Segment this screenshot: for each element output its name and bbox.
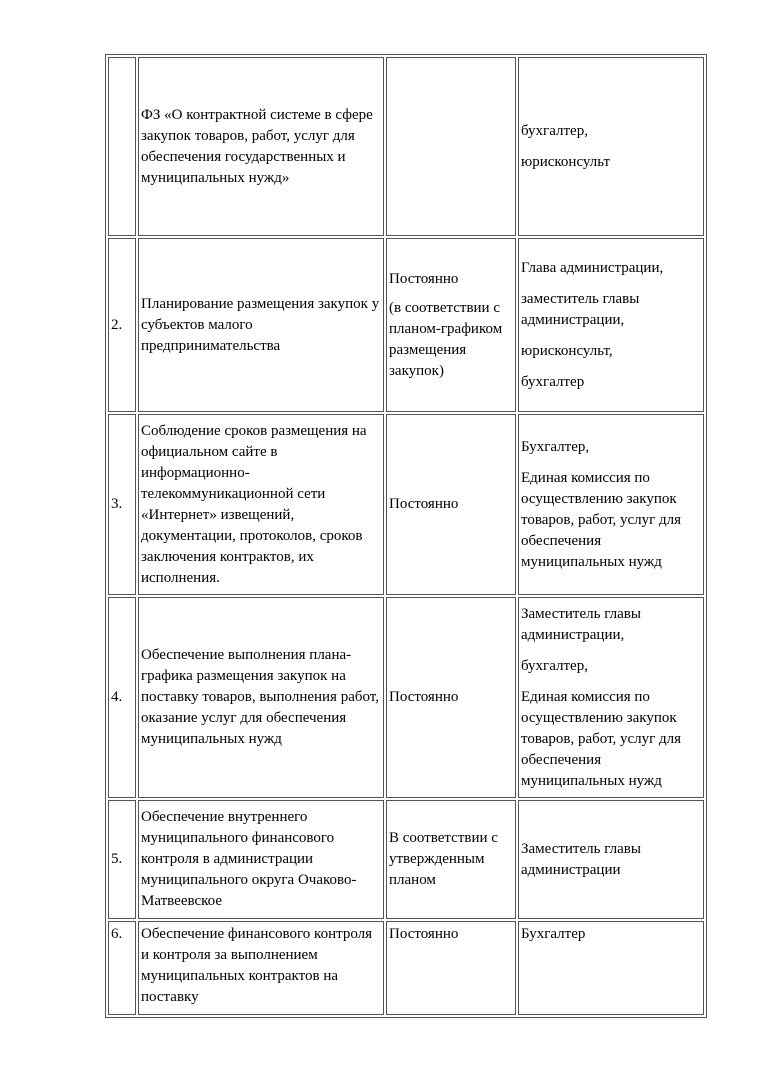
responsible-item: Заместитель главы администрации, bbox=[521, 605, 641, 643]
table-row bbox=[108, 57, 704, 236]
row-number: 5. bbox=[108, 800, 136, 919]
table-row bbox=[108, 800, 704, 919]
responsible-item: Единая комиссия по осуществлению закупок товаров, работ, услуг для обеспечения муниципальных нужд bbox=[521, 688, 682, 789]
responsible-item: заместитель главы администрации, bbox=[521, 290, 640, 328]
table-row bbox=[108, 597, 704, 798]
responsible-item: Бухгалтер bbox=[521, 926, 586, 942]
responsible-cell bbox=[518, 414, 704, 595]
table-row bbox=[108, 414, 704, 595]
task-description: ФЗ «О контрактной системе в сфере закупок товаров, работ, услуг для обеспечения государственных и муниципальных нужд» bbox=[138, 57, 384, 236]
table-row bbox=[108, 921, 704, 1015]
responsible-item: Бухгалтер, bbox=[521, 438, 590, 455]
row-number: 3. bbox=[108, 414, 136, 595]
term-cell bbox=[386, 800, 516, 919]
term-cell bbox=[386, 57, 516, 236]
responsible-item: бухгалтер bbox=[521, 373, 585, 390]
term-text: Постоянно bbox=[389, 926, 459, 942]
term-text: Постоянно bbox=[389, 496, 459, 512]
term-text: В соответствии с утвержденным планом bbox=[389, 830, 498, 888]
responsible-item: юрисконсульт, bbox=[521, 342, 613, 359]
responsible-cell bbox=[518, 597, 704, 798]
responsible-cell bbox=[518, 921, 704, 1015]
responsible-item: юрисконсульт bbox=[521, 153, 611, 170]
term-cell bbox=[386, 921, 516, 1015]
table-row bbox=[108, 238, 704, 412]
task-description: Обеспечение внутреннего муниципального финансового контроля в администрации муниципального округа Очаково-Матвеевское bbox=[138, 800, 384, 919]
task-description: Обеспечение финансового контроля и контроля за выполнением муниципальных контрактов на поставку bbox=[138, 921, 384, 1015]
row-number: 2. bbox=[108, 238, 136, 412]
measures-table bbox=[105, 54, 707, 1018]
term-cell bbox=[386, 238, 516, 412]
responsible-cell bbox=[518, 238, 704, 412]
row-number bbox=[108, 57, 136, 236]
task-description: Соблюдение сроков размещения на официальном сайте в информационно-телекоммуникационной сети «Интернет» извещений, документации, протоколов, сроков заключения контрактов, их исполнения. bbox=[138, 414, 384, 595]
row-number: 4. bbox=[108, 597, 136, 798]
responsible-cell bbox=[518, 57, 704, 236]
responsible-item: бухгалтер, bbox=[521, 122, 588, 139]
responsible-item: Единая комиссия по осуществлению закупок товаров, работ, услуг для обеспечения муниципальных нужд bbox=[521, 469, 682, 570]
term-cell bbox=[386, 414, 516, 595]
responsible-item: Глава администрации, bbox=[521, 259, 664, 276]
term-cell bbox=[386, 597, 516, 798]
responsible-cell bbox=[518, 800, 704, 919]
term-text: Постоянно bbox=[389, 270, 459, 287]
responsible-item: бухгалтер, bbox=[521, 657, 588, 674]
task-description: Обеспечение выполнения плана-графика размещения закупок на поставку товаров, выполнения работ, оказание услуг для обеспечения муниципальных нужд bbox=[138, 597, 384, 798]
row-number: 6. bbox=[108, 921, 136, 1015]
responsible-item: Заместитель главы администрации bbox=[521, 840, 641, 878]
term-text: Постоянно bbox=[389, 689, 459, 705]
task-description: Планирование размещения закупок у субъектов малого предпринимательства bbox=[138, 238, 384, 412]
term-note: (в соответствии с планом-графиком размещения закупок) bbox=[389, 299, 503, 379]
